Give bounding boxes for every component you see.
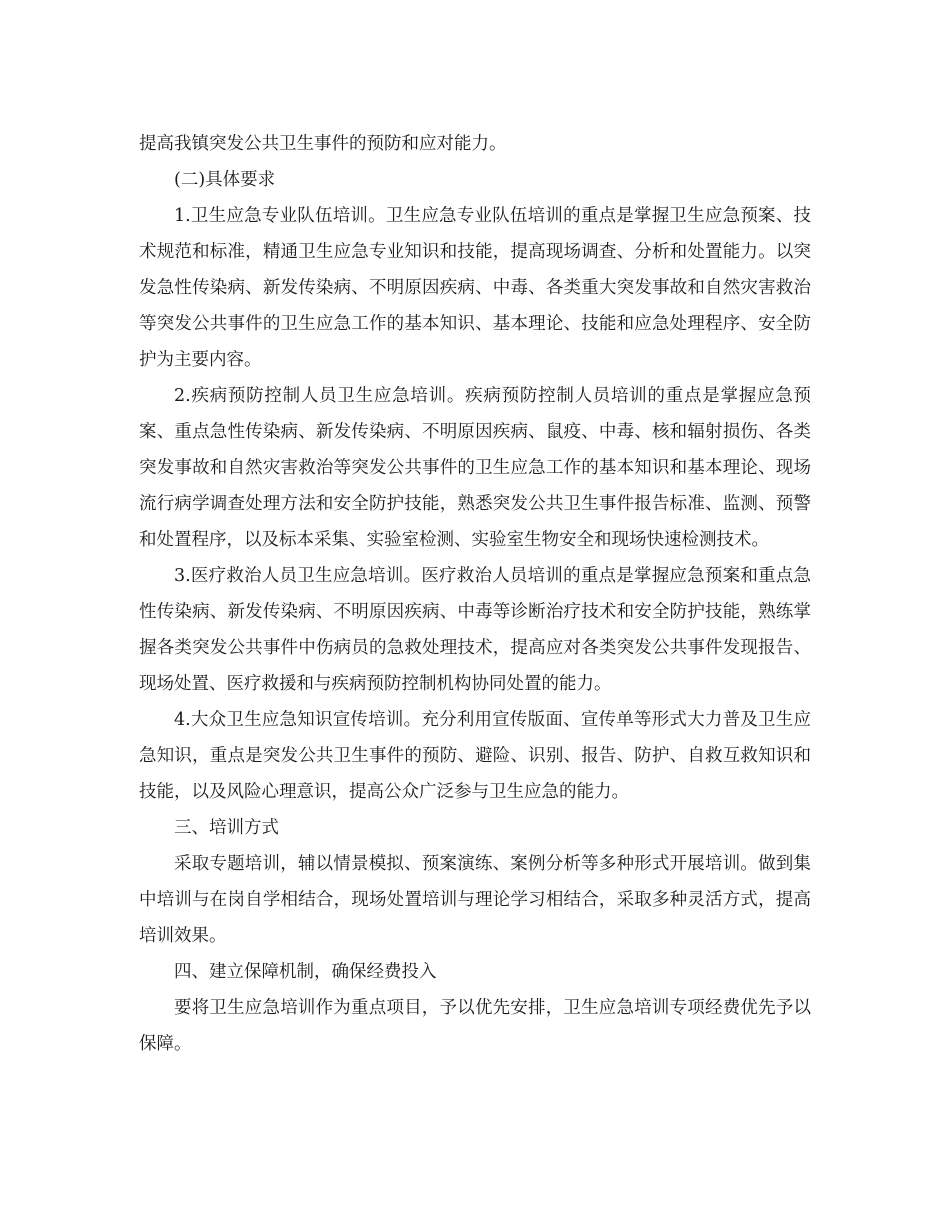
- paragraph-continuation: 提高我镇突发公共卫生事件的预防和应对能力。: [139, 134, 507, 154]
- section-heading-specific-requirements: (二)具体要求: [174, 170, 276, 190]
- paragraph-funding: 要将卫生应急培训作为重点项目，予以优先安排，卫生应急培训专项经费优先予以保障。: [139, 998, 811, 1054]
- section-heading-funding-mechanism: 四、建立保障机制，确保经费投入: [174, 962, 437, 982]
- paragraph-item-4: 4.大众卫生应急知识宣传培训。充分利用宣传版面、宣传单等形式大力普及卫生应急知识，重点是突发公共卫生事件的预防、避险、识别、报告、防护、自救互救知识和技能，以及风险心理意识，提高公众广泛参与卫生应急的能力。: [139, 710, 811, 802]
- document-body: [139, 126, 811, 1062]
- section-heading-training-methods: 三、培训方式: [174, 818, 279, 838]
- paragraph-item-1: 1.卫生应急专业队伍培训。卫生应急专业队伍培训的重点是掌握卫生应急预案、技术规范和标准，精通卫生应急专业知识和技能，提高现场调查、分析和处置能力。以突发急性传染病、新发传染病、不明原因疾病、中毒、各类重大突发事故和自然灾害救治等突发公共事件的卫生应急工作的基本知识、基本理论、技能和应急处理程序、安全防护为主要内容。: [139, 206, 811, 370]
- paragraph-training-methods: 采取专题培训，辅以情景模拟、预案演练、案例分析等多种形式开展培训。做到集中培训与在岗自学相结合，现场处置培训与理论学习相结合，采取多种灵活方式，提高培训效果。: [139, 854, 811, 946]
- paragraph-item-3: 3.医疗救治人员卫生应急培训。医疗救治人员培训的重点是掌握应急预案和重点急性传染病、新发传染病、不明原因疾病、中毒等诊断治疗技术和安全防护技能，熟练掌握各类突发公共事件中伤病员的急救处理技术，提高应对各类突发公共事件发现报告、现场处置、医疗救援和与疾病预防控制机构协同处置的能力。: [139, 566, 811, 694]
- paragraph-item-2: 2.疾病预防控制人员卫生应急培训。疾病预防控制人员培训的重点是掌握应急预案、重点急性传染病、新发传染病、不明原因疾病、鼠疫、中毒、核和辐射损伤、各类突发事故和自然灾害救治等突发公共事件的卫生应急工作的基本知识和基本理论、现场流行病学调查处理方法和安全防护技能，熟悉突发公共卫生事件报告标准、监测、预警和处置程序，以及标本采集、实验室检测、实验室生物安全和现场快速检测技术。: [139, 386, 811, 550]
